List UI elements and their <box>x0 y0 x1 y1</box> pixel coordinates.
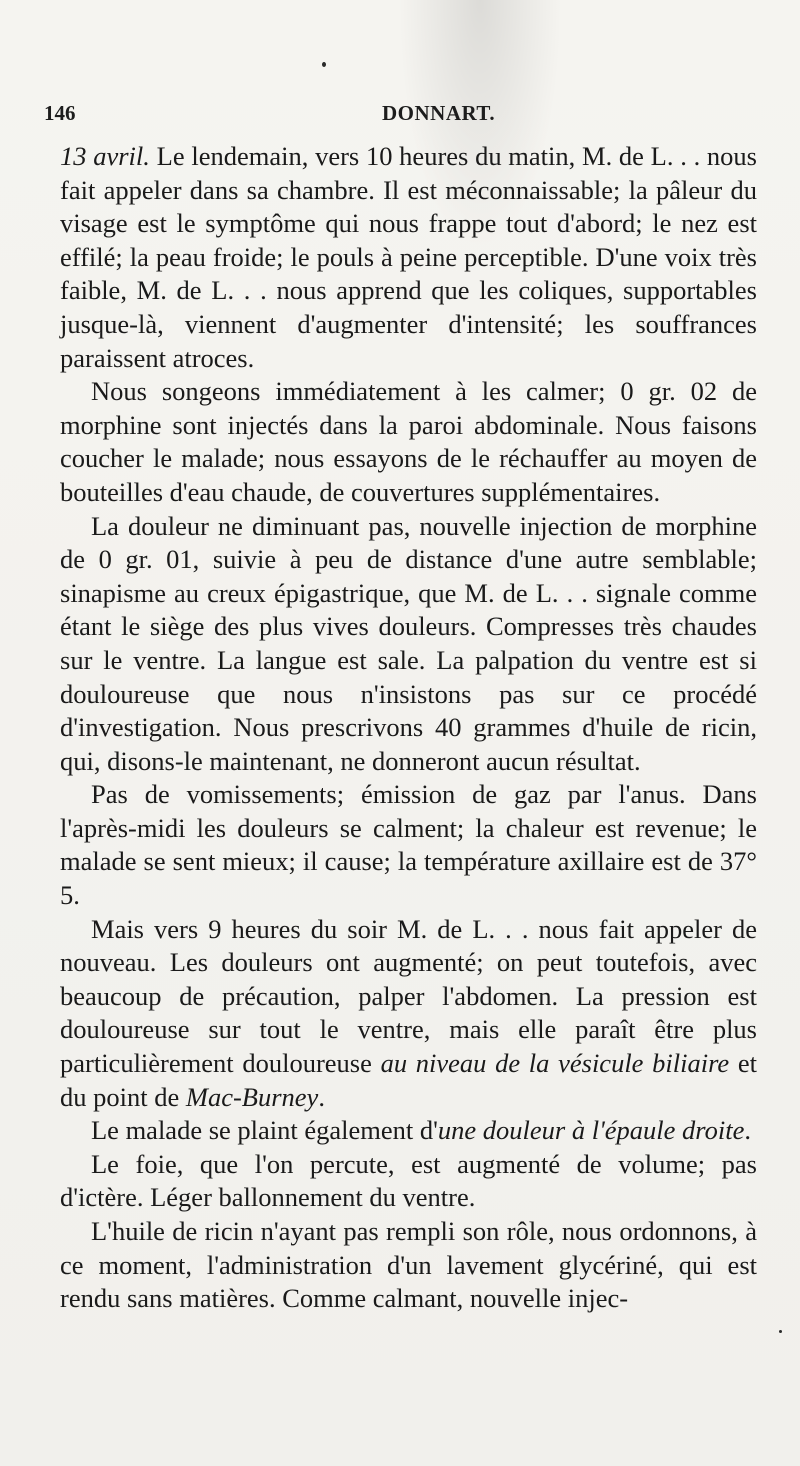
ink-speck <box>322 62 326 67</box>
body-text <box>60 140 757 1316</box>
paragraph-3: La douleur ne diminuant pas, nouvelle injection de morphine de 0 gr. 01, suivie à peu de distance d'une autre semblable; sinapisme au creux épigastrique, que M. de L. . . signale comme étant le siège des plus vives douleurs. Compresses très chaudes sur le ventre. La langue est sale. La palpation du ventre est si douloureuse que nous n'insistons pas sur ce procédé d'investigation. Nous prescrivons 40 grammes d'huile de ricin, qui, disons-le maintenant, ne donneront aucun résultat. <box>60 510 757 776</box>
paragraph-5-text-a: Mais vers 9 heures du soir M. de L. . . nous fait appeler de nouveau. Les douleurs ont augmenté; on peut toutefois, avec beaucoup de précaution, palper l'abdomen. La pression est douloureuse sur tout le ventre, mais elle paraît être plus particulièrement douloureuse <box>60 913 757 1079</box>
running-head <box>44 101 744 131</box>
entry-date: 13 avril. <box>60 141 150 171</box>
paragraph-6 <box>60 1114 757 1148</box>
emphasis-vesicule: au niveau de la vésicule biliaire <box>380 1048 730 1079</box>
paragraph-5-text-c: . <box>318 1081 325 1112</box>
emphasis-mac-burney: Mac-Burney <box>185 1081 319 1112</box>
page-number: 146 <box>44 101 76 125</box>
paragraph-6-text: Le malade se plaint également d' <box>91 1115 438 1146</box>
emphasis-epaule: une douleur à l'épaule droite <box>437 1115 745 1146</box>
paragraph-2: Nous songeons immédiatement à les calmer; 0 gr. 02 de morphine sont injectés dans la paroi abdominale. Nous faisons coucher le malade; nous essayons de le réchauffer au moyen de bouteilles d'eau chaude, de couvertures supplémentaires. <box>60 376 757 507</box>
ink-speck <box>779 1330 782 1333</box>
paragraph-8: L'huile de ricin n'ayant pas rempli son rôle, nous ordonnons, à ce moment, l'administration d'un lavement glycériné, qui est rendu sans matières. Comme calmant, nouvelle injec- <box>60 1216 757 1314</box>
paragraph-1-text: Le lendemain, vers 10 heures du matin, M. de L. . . nous fait appeler dans sa chambre. Il est méconnaissable; la pâleur du visage est le symptôme qui nous frappe tout d'abord; le nez est effilé; la peau froide; le pouls à peine perceptible. D'une voix très faible, M. de L. . . nous apprend que les coliques, supportables jusque-là, viennent d'augmenter d'intensité; les souffrances paraissent atroces. <box>60 141 757 373</box>
paragraph-5-text-b: et du point de <box>60 1048 758 1112</box>
paragraph-5 <box>60 913 757 1115</box>
paragraph-4: Pas de vomissements; émission de gaz par l'anus. Dans l'après-midi les douleurs se calment; la chaleur est revenue; le malade se sent mieux; il cause; la température axillaire est de 37° 5. <box>60 779 757 911</box>
paragraph-1 <box>60 140 757 375</box>
paragraph-6-end: . <box>744 1115 751 1146</box>
paragraph-7: Le foie, que l'on percute, est augmenté de volume; pas d'ictère. Léger ballonnement du ventre. <box>60 1148 757 1213</box>
running-title: DONNART. <box>382 101 496 125</box>
